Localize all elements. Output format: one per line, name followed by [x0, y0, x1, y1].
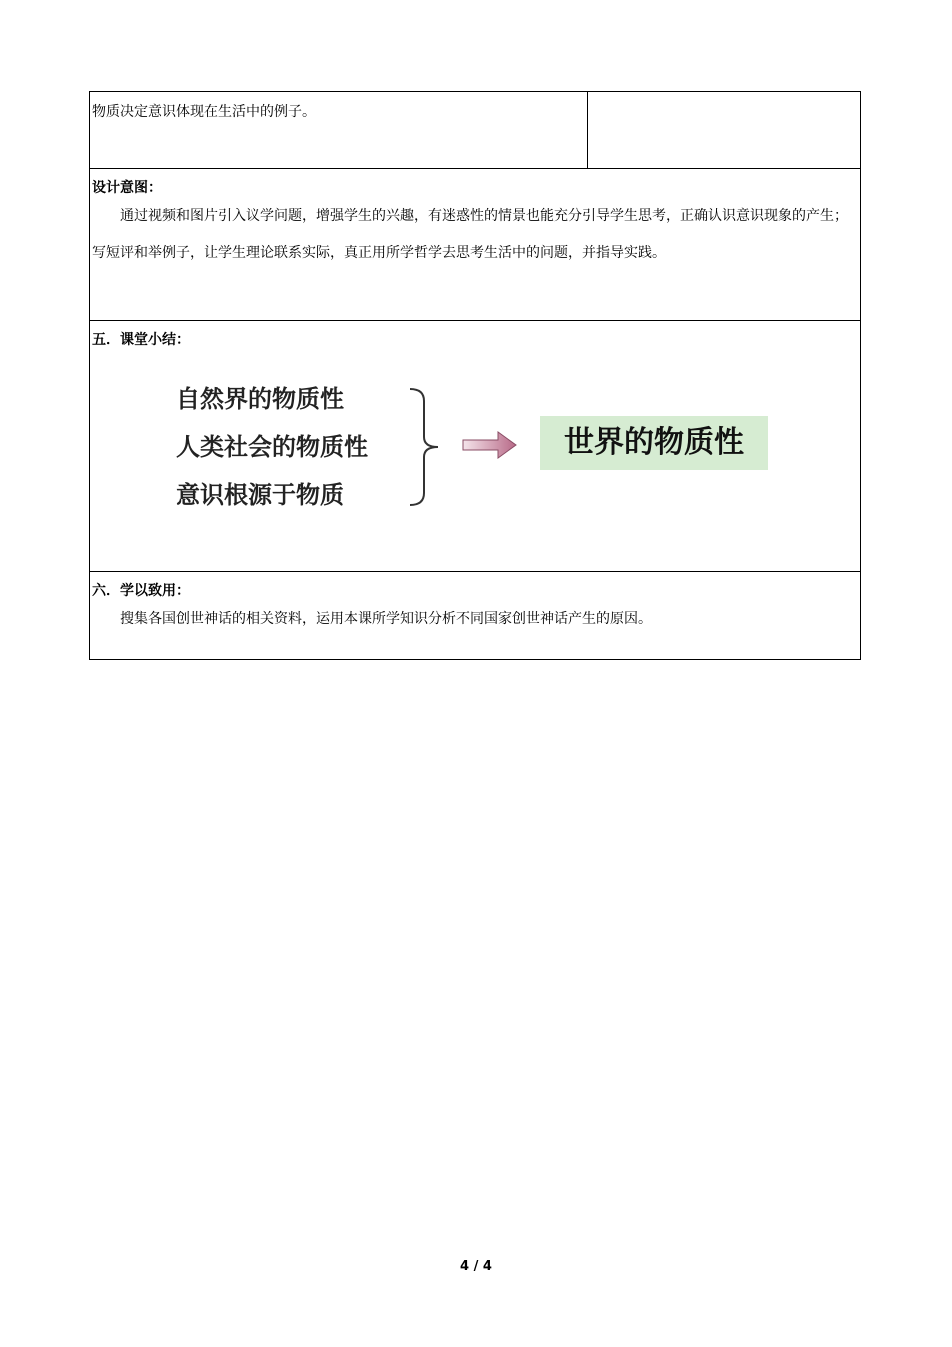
summary-heading: 五．课堂小结：	[92, 332, 190, 348]
summary-item: 自然界的物质性	[176, 385, 344, 413]
summary-row	[90, 321, 861, 572]
examples-text: 物质决定意识体现在生活中的例子。	[92, 104, 316, 120]
summary-cell	[90, 321, 861, 572]
examples-cell	[90, 92, 588, 169]
application-cell	[90, 572, 861, 660]
page-number: 4 / 4	[460, 1259, 492, 1274]
design-intent-cell	[90, 169, 861, 321]
summary-diagram	[90, 321, 859, 571]
design-intent-heading: 设计意图：	[92, 180, 162, 196]
right-arrow-icon	[462, 429, 518, 461]
application-heading: 六．学以致用：	[92, 583, 190, 599]
result-box: 世界的物质性	[540, 416, 768, 470]
empty-cell	[588, 92, 861, 169]
lesson-table	[89, 91, 861, 660]
design-intent-paragraph: 通过视频和图片引入议学问题，增强学生的兴趣，有迷惑性的情景也能充分引导学生思考，正确认识意识现象的产生；写短评和举例子，让学生理论联系实际，真正用所学哲学去思考生活中的问题，并指导实践。	[92, 208, 848, 261]
summary-item: 意识根源于物质	[176, 481, 344, 509]
design-intent-row	[90, 169, 861, 321]
application-paragraph: 搜集各国创世神话的相关资料，运用本课所学知识分析不同国家创世神话产生的原因。	[120, 611, 652, 627]
right-brace-icon	[408, 387, 442, 507]
examples-row	[90, 92, 861, 169]
summary-item: 人类社会的物质性	[176, 433, 368, 461]
application-row	[90, 572, 861, 660]
